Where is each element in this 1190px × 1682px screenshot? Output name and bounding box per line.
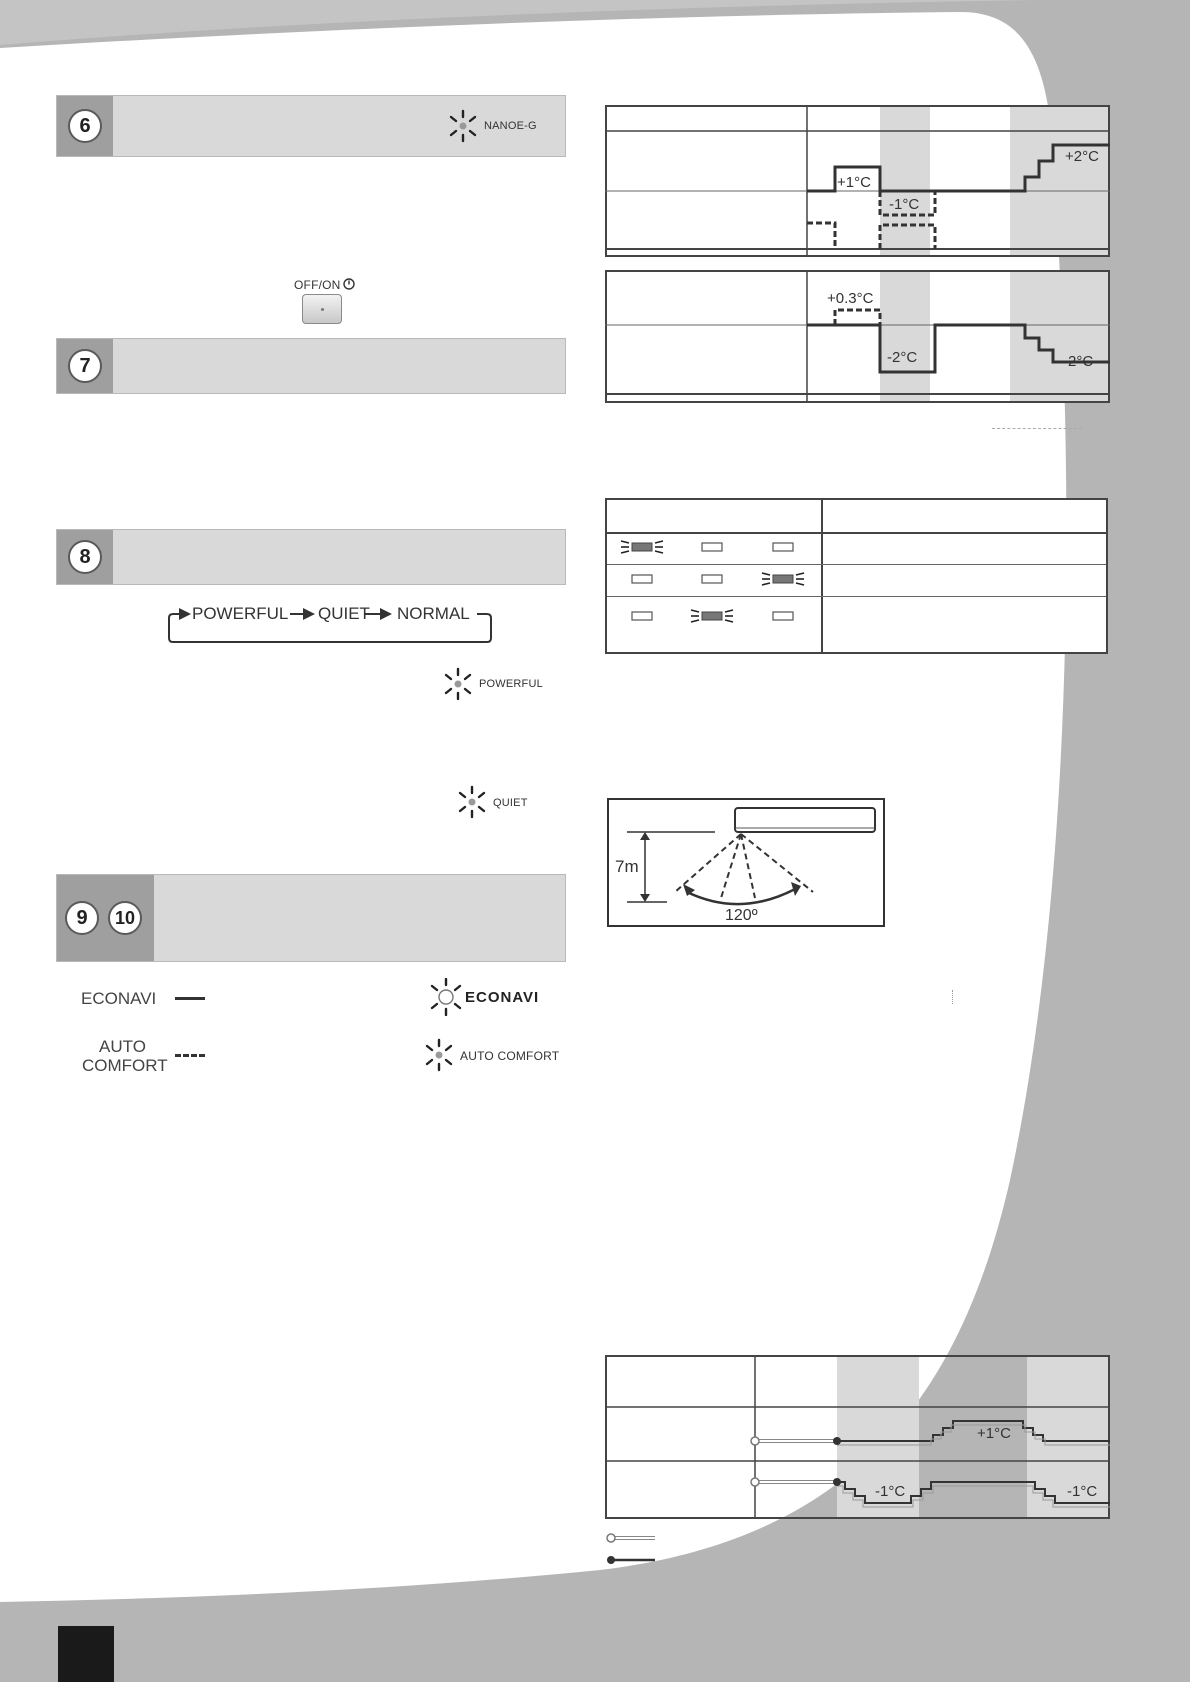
indicator-lamps — [605, 530, 819, 654]
row1-lamp-left-blinking — [621, 541, 663, 553]
nanoe-g-lamp-icon — [446, 108, 480, 144]
temperature-shift-chart-3 — [605, 1355, 1110, 1520]
econavi-lamp-icon — [428, 978, 464, 1016]
auto-comfort-dashed-line — [175, 1054, 205, 1057]
off-on-button[interactable] — [302, 294, 342, 324]
power-icon — [343, 278, 355, 290]
chart1-label-plus2: +2°C — [1065, 148, 1099, 165]
off-on-button-label: OFF/ON — [294, 278, 341, 292]
econavi-lamp-label: ECONAVI — [465, 989, 540, 1006]
powerful-lamp-icon — [441, 666, 475, 702]
powerful-lamp-label: POWERFUL — [479, 678, 543, 690]
sensor-height-label: 7m — [615, 857, 639, 876]
nanoe-g-lamp-label: NANOE-G — [484, 120, 537, 132]
small-dot-mark — [952, 990, 955, 1004]
cycle-normal-label: NORMAL — [397, 604, 470, 623]
sensor-range-diagram — [607, 798, 885, 928]
section-6-number: 6 — [68, 109, 102, 143]
sensor-angle-label: 120º — [725, 907, 758, 924]
chart2-label-minus2-a: -2°C — [887, 349, 918, 366]
section-8-number: 8 — [68, 540, 102, 574]
page-number-block — [58, 1626, 114, 1682]
chart2-label-plus03: +0.3°C — [827, 290, 874, 307]
chart3-legend-markers — [605, 1528, 665, 1568]
quiet-lamp-label: QUIET — [493, 797, 528, 809]
section-9-10-header — [56, 874, 566, 962]
quiet-lamp-icon — [455, 784, 489, 820]
temperature-shift-chart-2 — [605, 270, 1110, 405]
cycle-quiet-label: QUIET — [318, 604, 370, 623]
auto-comfort-lamp-icon — [422, 1037, 456, 1073]
auto-comfort-lamp-label: AUTO COMFORT — [460, 1049, 560, 1063]
section-8-header — [56, 529, 566, 585]
chart1-label-minus1: -1°C — [889, 196, 920, 213]
section-9-number: 9 — [65, 901, 99, 935]
row2-lamp-right-blinking — [762, 573, 804, 585]
temperature-shift-chart-1 — [605, 105, 1110, 260]
auto-comfort-legend-line2: COMFORT — [82, 1056, 168, 1075]
chart1-label-plus1: +1°C — [837, 174, 871, 191]
dotted-mark — [992, 428, 1082, 429]
section-7-number: 7 — [68, 349, 102, 383]
auto-comfort-legend-line1: AUTO — [99, 1037, 146, 1056]
row3-lamp-middle-blinking — [691, 610, 733, 622]
section-7-header — [56, 338, 566, 394]
chart3-label-minus1-b: -1°C — [1067, 1483, 1098, 1500]
cycle-powerful-label: POWERFUL — [192, 604, 289, 623]
chart3-label-minus1-a: -1°C — [875, 1483, 906, 1500]
chart2-label-minus2-b: -2°C — [1063, 353, 1094, 370]
econavi-solid-line — [175, 997, 205, 1000]
indicator-table-divider — [821, 500, 823, 652]
section-10-number: 10 — [108, 901, 142, 935]
chart3-label-plus1: +1°C — [977, 1425, 1011, 1442]
econavi-legend-label: ECONAVI — [81, 989, 157, 1008]
